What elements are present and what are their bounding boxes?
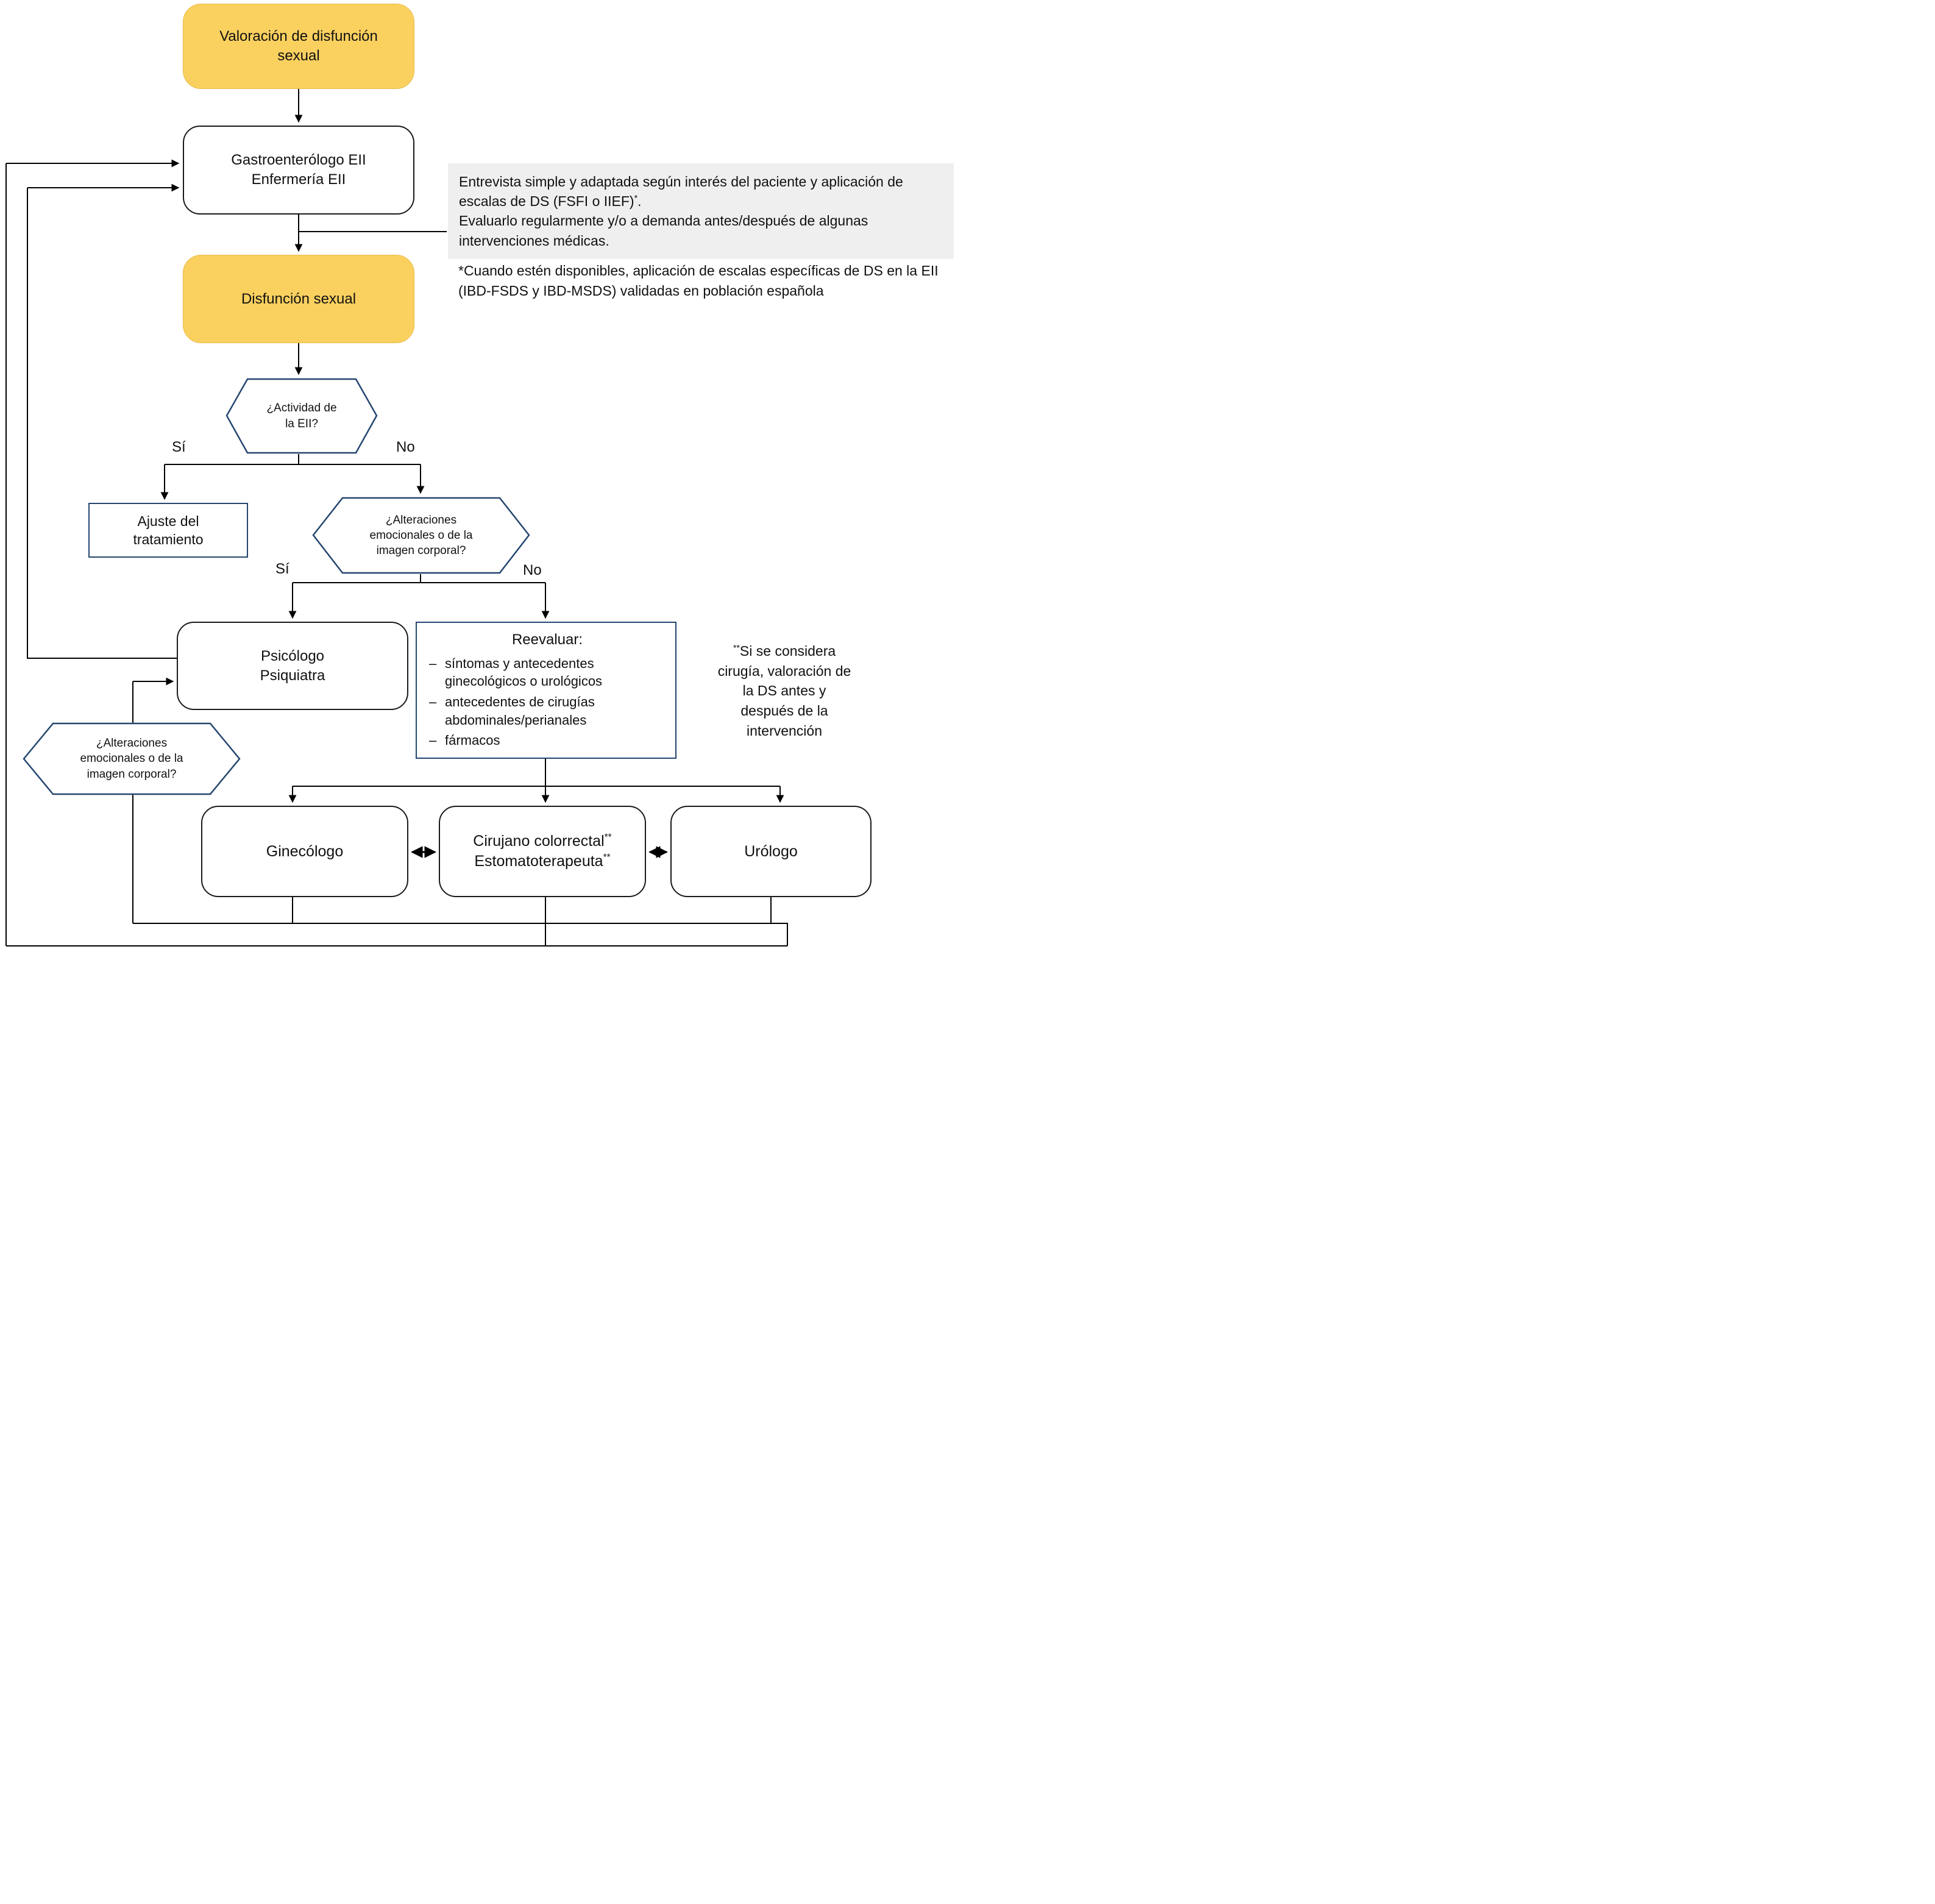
decision-label: ¿Actividad de la EII? bbox=[266, 402, 337, 430]
double-asterisk-superscript: ** bbox=[603, 852, 611, 863]
asterisk-superscript: * bbox=[634, 193, 638, 204]
edge-label-si-2: Sí bbox=[275, 561, 289, 577]
footnote-escalas: *Cuando estén disponibles, aplicación de escalas específicas de DS en la EII (IBD-FSDS y IBD-MSDS) validadas en población española bbox=[458, 263, 939, 299]
node-disfuncion-sexual bbox=[183, 255, 414, 343]
node-psicologo-psiquiatra bbox=[177, 622, 408, 710]
decision-label: ¿Alteraciones emocionales o de la imagen corporal? bbox=[80, 737, 183, 781]
node-label: Valoración de disfunción sexual bbox=[219, 28, 378, 64]
decision-actividad-eii bbox=[225, 378, 378, 454]
double-asterisk-superscript: ** bbox=[733, 643, 740, 653]
node-ajuste-tratamiento bbox=[88, 503, 248, 558]
edge-label-no-1: No bbox=[396, 439, 415, 455]
node-label-line2: Estomatoterapeuta** bbox=[474, 852, 611, 870]
dash-bullet: – bbox=[429, 655, 437, 671]
footnote-cirugia: **Si se considera cirugía, valoración de la DS antes y después de la intervención bbox=[717, 643, 851, 739]
edge-label-si-1: Sí bbox=[172, 439, 186, 455]
dash-bullet: – bbox=[429, 694, 437, 710]
decision-alteraciones-emocionales bbox=[312, 497, 530, 574]
double-asterisk-superscript: ** bbox=[604, 832, 612, 843]
node-ginecologo bbox=[201, 806, 408, 897]
node-label-line2: tratamiento bbox=[133, 531, 204, 547]
reevaluar-title: Reevaluar: bbox=[511, 631, 583, 648]
node-label-line1: Cirujano colorrectal** bbox=[473, 832, 612, 850]
node-urologo bbox=[670, 806, 872, 897]
annotation-sentence-2: Evaluarlo regularmente y/o a demanda antes/después de algunas intervenciones médicas. bbox=[459, 213, 868, 249]
node-label-line1: Gastroenterólogo EII bbox=[231, 152, 366, 169]
dash-bullet: – bbox=[429, 733, 437, 748]
node-label: Ginecólogo bbox=[266, 842, 344, 860]
node-label: Urólogo bbox=[744, 842, 798, 860]
node-valoracion-disfuncion-sexual bbox=[183, 4, 414, 89]
node-label-line2: Enfermería EII bbox=[251, 171, 346, 188]
node-label-line2: Psiquiatra bbox=[260, 667, 325, 684]
edge-label-no-2: No bbox=[523, 562, 542, 578]
node-label: Disfunción sexual bbox=[241, 290, 357, 307]
flowchart-canvas bbox=[0, 0, 968, 952]
reevaluar-item: – antecedentes de cirugías abdominales/perianales bbox=[429, 693, 666, 729]
reevaluar-item: – fármacos bbox=[429, 731, 666, 750]
node-reevaluar bbox=[416, 622, 676, 759]
node-label-line1: Ajuste del bbox=[137, 513, 199, 529]
node-cirujano-colorrectal bbox=[439, 806, 646, 897]
decision-alteraciones-emocionales-2 bbox=[23, 722, 241, 795]
decision-label: ¿Alteraciones emocionales o de la imagen corporal? bbox=[369, 513, 473, 558]
annotation-entrevista bbox=[448, 163, 954, 259]
node-label-line1: Psicólogo bbox=[260, 647, 325, 664]
annotation-sentence-1: Entrevista simple y adaptada según interés del paciente y aplicación de escalas de DS (FSFI o IIEF)*. bbox=[459, 174, 903, 210]
node-gastroenterologo bbox=[183, 126, 414, 215]
reevaluar-item: – síntomas y antecedentes ginecológicos o urológicos bbox=[429, 655, 666, 691]
